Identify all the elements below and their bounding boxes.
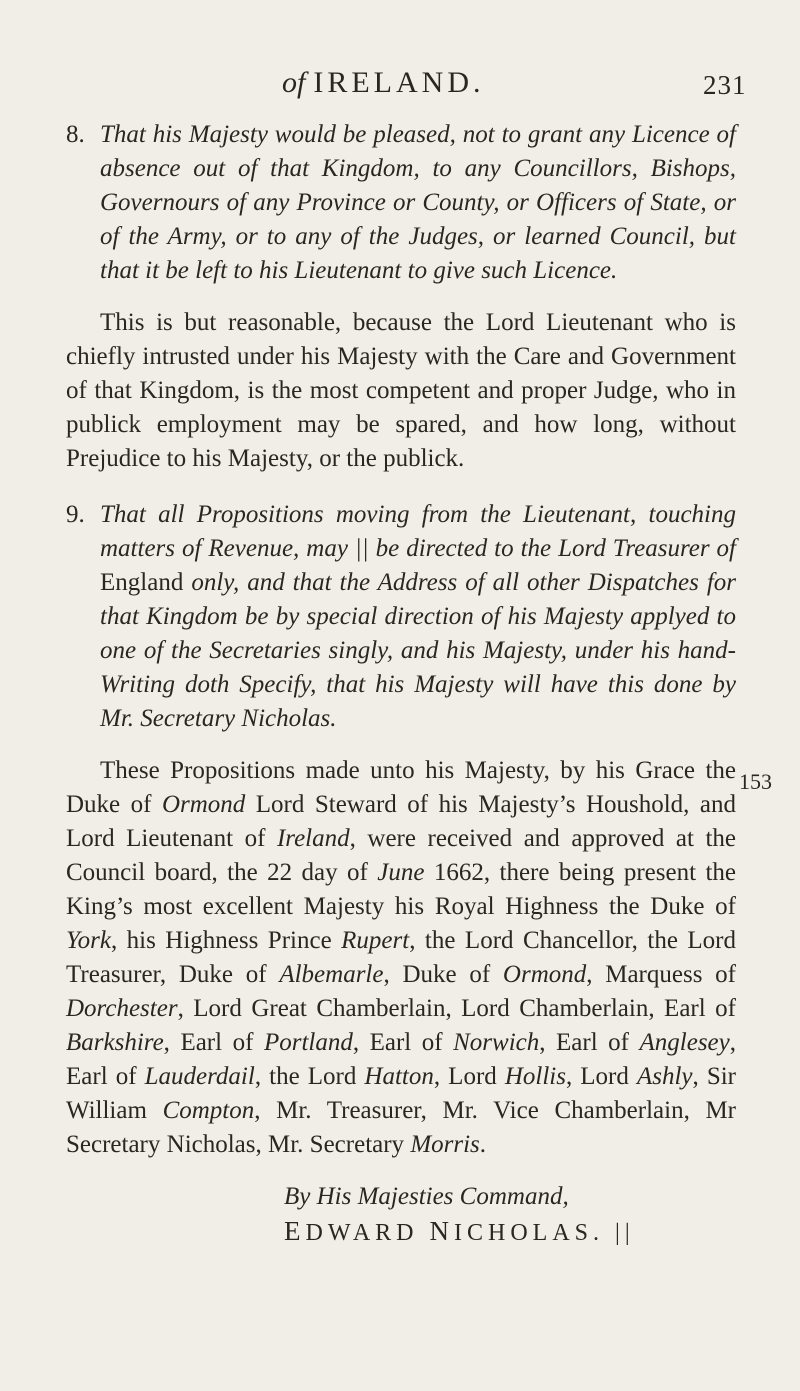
text-run: , were received and approved at the Council board, the 22 day of [66, 825, 736, 886]
proposition-text-b: only, and that the Address of all other Dispatches for that Kingdom be by special direction of his Majesty applyed to one of the Secretaries singly, and his Majesty, under his hand-Writing doth Specify, that his Majesty will have this done by Mr. Secretary Nicholas. [100, 569, 737, 732]
text-run: , the Lord Chancellor, the Lord Treasurer, Duke of [66, 927, 736, 988]
text-run: , Earl of [352, 1029, 454, 1056]
closing-line: By His Majesties Command, [284, 1183, 569, 1210]
italic-name: Barkshire [66, 1029, 164, 1056]
text-run: 1662, there being present the King’s most excellent Majesty his Royal Highness the Duke of [66, 859, 736, 920]
page-break-mark: || [615, 1220, 635, 1246]
italic-name: York [66, 927, 111, 954]
italic-name: Morris [410, 1131, 480, 1158]
text-run: , the Lord [254, 1063, 365, 1090]
running-title-text: IRELAND. [313, 66, 485, 99]
text-run: , Lord [565, 1063, 637, 1090]
proposition-text: That his Majesty would be pleased, not to grant any Licence of absence out of that Kingdom, to any Councillors, Bishops, Governours of any Province or County, or Officers of State, or of the Army, or to any of the Judges, or learned Council, but that it be left to his Lieutenant to give such Licence. [100, 121, 736, 284]
italic-name: Rupert [341, 927, 410, 954]
text-run: , Mr. Treasurer, Mr. Vice Chamberlain, Mr Secretary Nicholas, Mr. Secretary [66, 1097, 737, 1158]
italic-name: Ormond [502, 961, 587, 988]
text-run: These Propositions made unto his Majesty, by his Grace the Duke of [66, 757, 736, 818]
proposition-number: 9. [66, 501, 85, 528]
signature-text: DWARD [305, 1220, 419, 1246]
text-run: Lord Steward of his Majesty’s Houshold, and Lord Lieutenant of [66, 791, 736, 852]
commentary-paragraph: This is but reasonable, because the Lord Lieutenant who is chiefly intrusted under his Majesty with the Care and Government of that Kingdom, is the most competent and proper Judge, who in publick employment may be spared, and how long, without Prejudice to his Majesty, or the publick. [66, 309, 736, 472]
italic-name: Ormond [161, 791, 246, 818]
text-run: , Earl of [163, 1029, 264, 1056]
text-run: . [479, 1131, 487, 1158]
signature-initial: E [284, 1216, 306, 1246]
margin-page-reference: 153 [739, 769, 772, 794]
italic-name: Ashly [636, 1063, 693, 1090]
page-body [66, 118, 736, 1250]
proposition-8 [66, 118, 736, 288]
text-run: , Lord [433, 1063, 505, 1090]
italic-name: Compton [162, 1097, 255, 1124]
italic-name: Norwich [453, 1029, 540, 1056]
running-title-of: of [282, 66, 306, 99]
italic-name: Portland [263, 1029, 353, 1056]
text-run: , his Highness Prince [110, 927, 342, 954]
proposition-text-a: That all Propositions moving from the Lieutenant, touching matters of Revenue, may || be directed to the Lord Treasurer of [100, 501, 736, 562]
italic-name: Hollis [504, 1063, 566, 1090]
text-run: , Sir William [66, 1063, 736, 1124]
signature-initial: N [429, 1216, 454, 1246]
proposition-roman-word: England [100, 569, 184, 596]
text-run: , Earl of [539, 1029, 640, 1056]
council-paragraph [66, 754, 736, 1162]
italic-name: June [377, 859, 425, 886]
signature [66, 1214, 736, 1250]
italic-name: Lauderdail [144, 1063, 255, 1090]
italic-name: Dorchester [66, 995, 178, 1022]
proposition-9 [66, 498, 736, 736]
italic-name: Ireland [276, 825, 350, 852]
text-run: , Marquess of [586, 961, 736, 988]
text-run: , Duke of [383, 961, 503, 988]
italic-name: Albemarle [279, 961, 384, 988]
running-header [0, 66, 800, 106]
proposition-number: 8. [66, 121, 85, 148]
italic-name: Hatton [364, 1063, 434, 1090]
italic-name: Anglesey [639, 1029, 730, 1056]
page-number: 231 [703, 70, 747, 100]
running-title [282, 66, 485, 100]
text-run: , Lord Great Chamberlain, Lord Chamberlain, Earl of [177, 995, 736, 1022]
text-run: , Earl of [66, 1029, 736, 1090]
signature-text: ICHOLAS. [454, 1220, 605, 1246]
